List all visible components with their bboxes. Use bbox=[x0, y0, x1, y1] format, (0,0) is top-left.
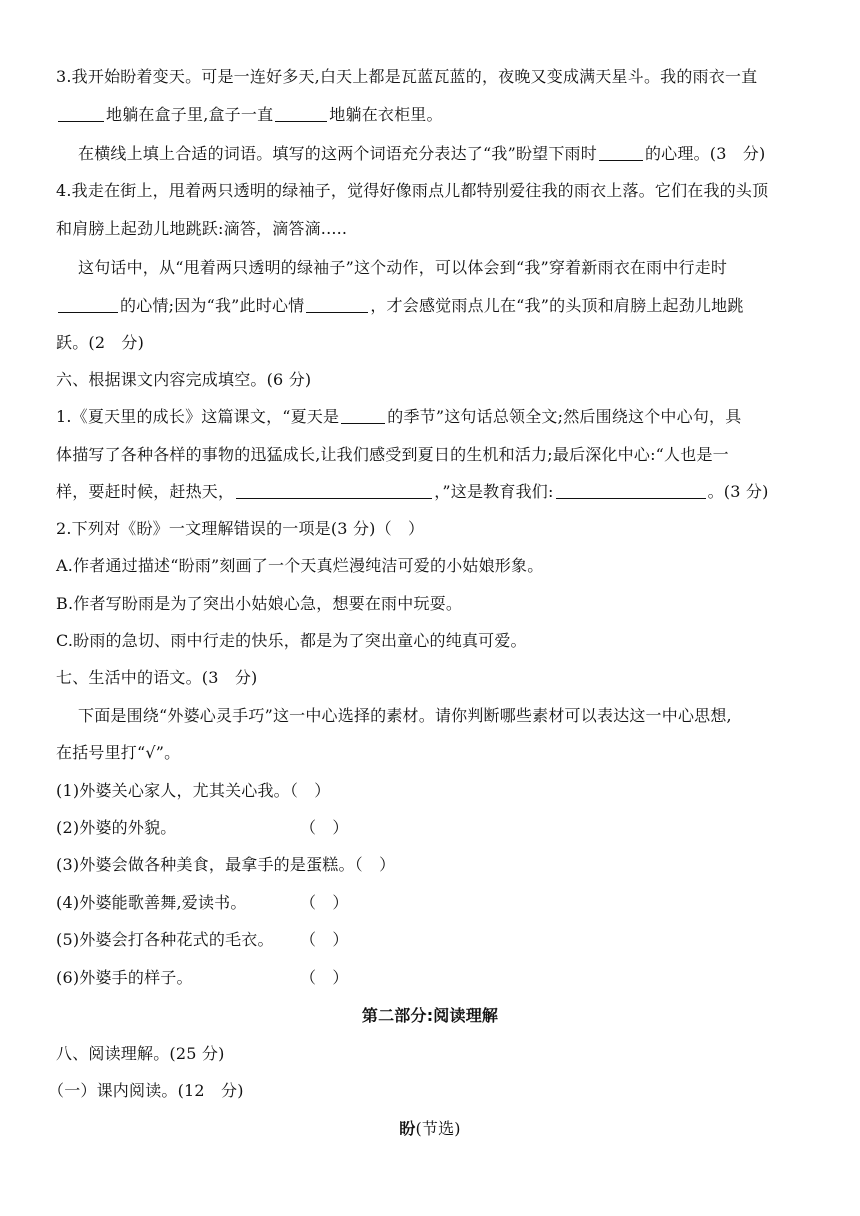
q4-blank-1[interactable] bbox=[58, 296, 118, 313]
s7-item-5: (5)外婆会打各种花式的毛衣。 （ ） bbox=[56, 930, 349, 949]
s6-q1-line1: 1.《夏天里的成长》这篇课文，“夏天是 的季节”这句话总领全文;然后围绕这个中心句，具 bbox=[56, 407, 742, 426]
s7-item-2: (2)外婆的外貌。 （ ） bbox=[56, 818, 349, 837]
q3-instruction: 在横线上填上合适的词语。填写的这两个词语充分表达了“我”盼望下雨时 的心理。(3 分) bbox=[78, 144, 766, 163]
s6-q1-line2: 体描写了各种各样的事物的迅猛成长,让我们感受到夏日的生机和活力;最后深化中心:“人也是一 bbox=[56, 445, 729, 464]
passage-title-line bbox=[0, 1118, 860, 1140]
s7-instruction-2: 在括号里打“√”。 bbox=[56, 743, 181, 762]
q3-blank-3[interactable] bbox=[599, 144, 643, 161]
q3-line1: 3.我开始盼着变天。可是一连好多天,白天上都是瓦蓝瓦蓝的，夜晚又变成满天星斗。我的雨衣一直 bbox=[56, 67, 758, 86]
s6-q2-option-c[interactable]: C.盼雨的急切、雨中行走的快乐，都是为了突出童心的纯真可爱。 bbox=[56, 631, 527, 650]
s6-q2-stem: 2.下列对《盼》一文理解错误的一项是(3 分)（ ） bbox=[56, 519, 425, 538]
s7-item-5-bracket[interactable]: （ ） bbox=[300, 930, 349, 949]
q4-line1: 4.我走在街上，甩着两只透明的绿袖子，觉得好像雨点儿都特别爱往我的雨衣上落。它们在我的头顶 bbox=[56, 181, 769, 200]
s6-q1-blank-1[interactable] bbox=[341, 407, 385, 424]
s7-item-4: (4)外婆能歌善舞,爱读书。 （ ） bbox=[56, 893, 349, 912]
section-8-heading: 八、阅读理解。(25 分) bbox=[56, 1044, 225, 1063]
q4-blank-2[interactable] bbox=[306, 296, 368, 313]
passage-title: 盼 bbox=[399, 1119, 416, 1138]
s7-instruction-1: 下面是围绕“外婆心灵手巧”这一中心选择的素材。请你判断哪些素材可以表达这一中心思想, bbox=[78, 706, 732, 725]
s7-item-1-bracket[interactable]: （ ） bbox=[289, 781, 331, 800]
s7-item-3: (3)外婆会做各种美食，最拿手的是蛋糕。（ ） bbox=[56, 855, 396, 874]
s6-q1-blank-3[interactable] bbox=[556, 482, 706, 499]
reading-subsection-1: （一）课内阅读。(12 分) bbox=[48, 1081, 244, 1100]
s6-q1-line3: 样，要赶时候，赶热天， ，”这是教育我们: 。(3 分) bbox=[56, 482, 769, 501]
s7-item-6: (6)外婆手的样子。 （ ） bbox=[56, 968, 349, 987]
q3-blank-1[interactable] bbox=[58, 105, 104, 122]
section-6-heading: 六、根据课文内容完成填空。(6 分) bbox=[56, 370, 312, 389]
passage-note: (节选) bbox=[415, 1119, 461, 1138]
s7-item-1: (1)外婆关心家人，尤其关心我。（ ） bbox=[56, 781, 331, 800]
q4-line2: 和肩膀上起劲儿地跳跃:滴答，滴答滴..... bbox=[56, 219, 348, 238]
s6-q2-option-b[interactable]: B.作者写盼雨是为了突出小姑娘心急，想要在雨中玩耍。 bbox=[56, 594, 463, 613]
q3-blank-2[interactable] bbox=[275, 105, 327, 122]
s7-item-2-bracket[interactable]: （ ） bbox=[300, 818, 349, 837]
s6-q1-blank-2[interactable] bbox=[236, 482, 432, 499]
q4-instruction-2: 的心情;因为“我”此时心情 ，才会感觉雨点儿在“我”的头顶和肩膀上起劲儿地跳 bbox=[56, 295, 816, 317]
s6-q2-option-a[interactable]: A.作者通过描述“盼雨”刻画了一个天真烂漫纯洁可爱的小姑娘形象。 bbox=[56, 556, 544, 575]
s7-item-4-bracket[interactable]: （ ） bbox=[300, 893, 349, 912]
q4-instruction-1: 这句话中，从“甩着两只透明的绿袖子”这个动作，可以体会到“我”穿着新雨衣在雨中行走时 bbox=[78, 258, 728, 277]
s7-item-6-bracket[interactable]: （ ） bbox=[300, 968, 349, 987]
q3-line2: 地躺在盒子里,盒子一直 地躺在衣柜里。 bbox=[56, 104, 816, 126]
part-2-title: 第二部分:阅读理解 bbox=[361, 1006, 499, 1025]
s7-item-3-bracket[interactable]: （ ） bbox=[354, 855, 396, 874]
q4-instruction-3: 跃。(2 分) bbox=[56, 333, 145, 352]
section-7-heading: 七、生活中的语文。(3 分) bbox=[56, 668, 258, 687]
